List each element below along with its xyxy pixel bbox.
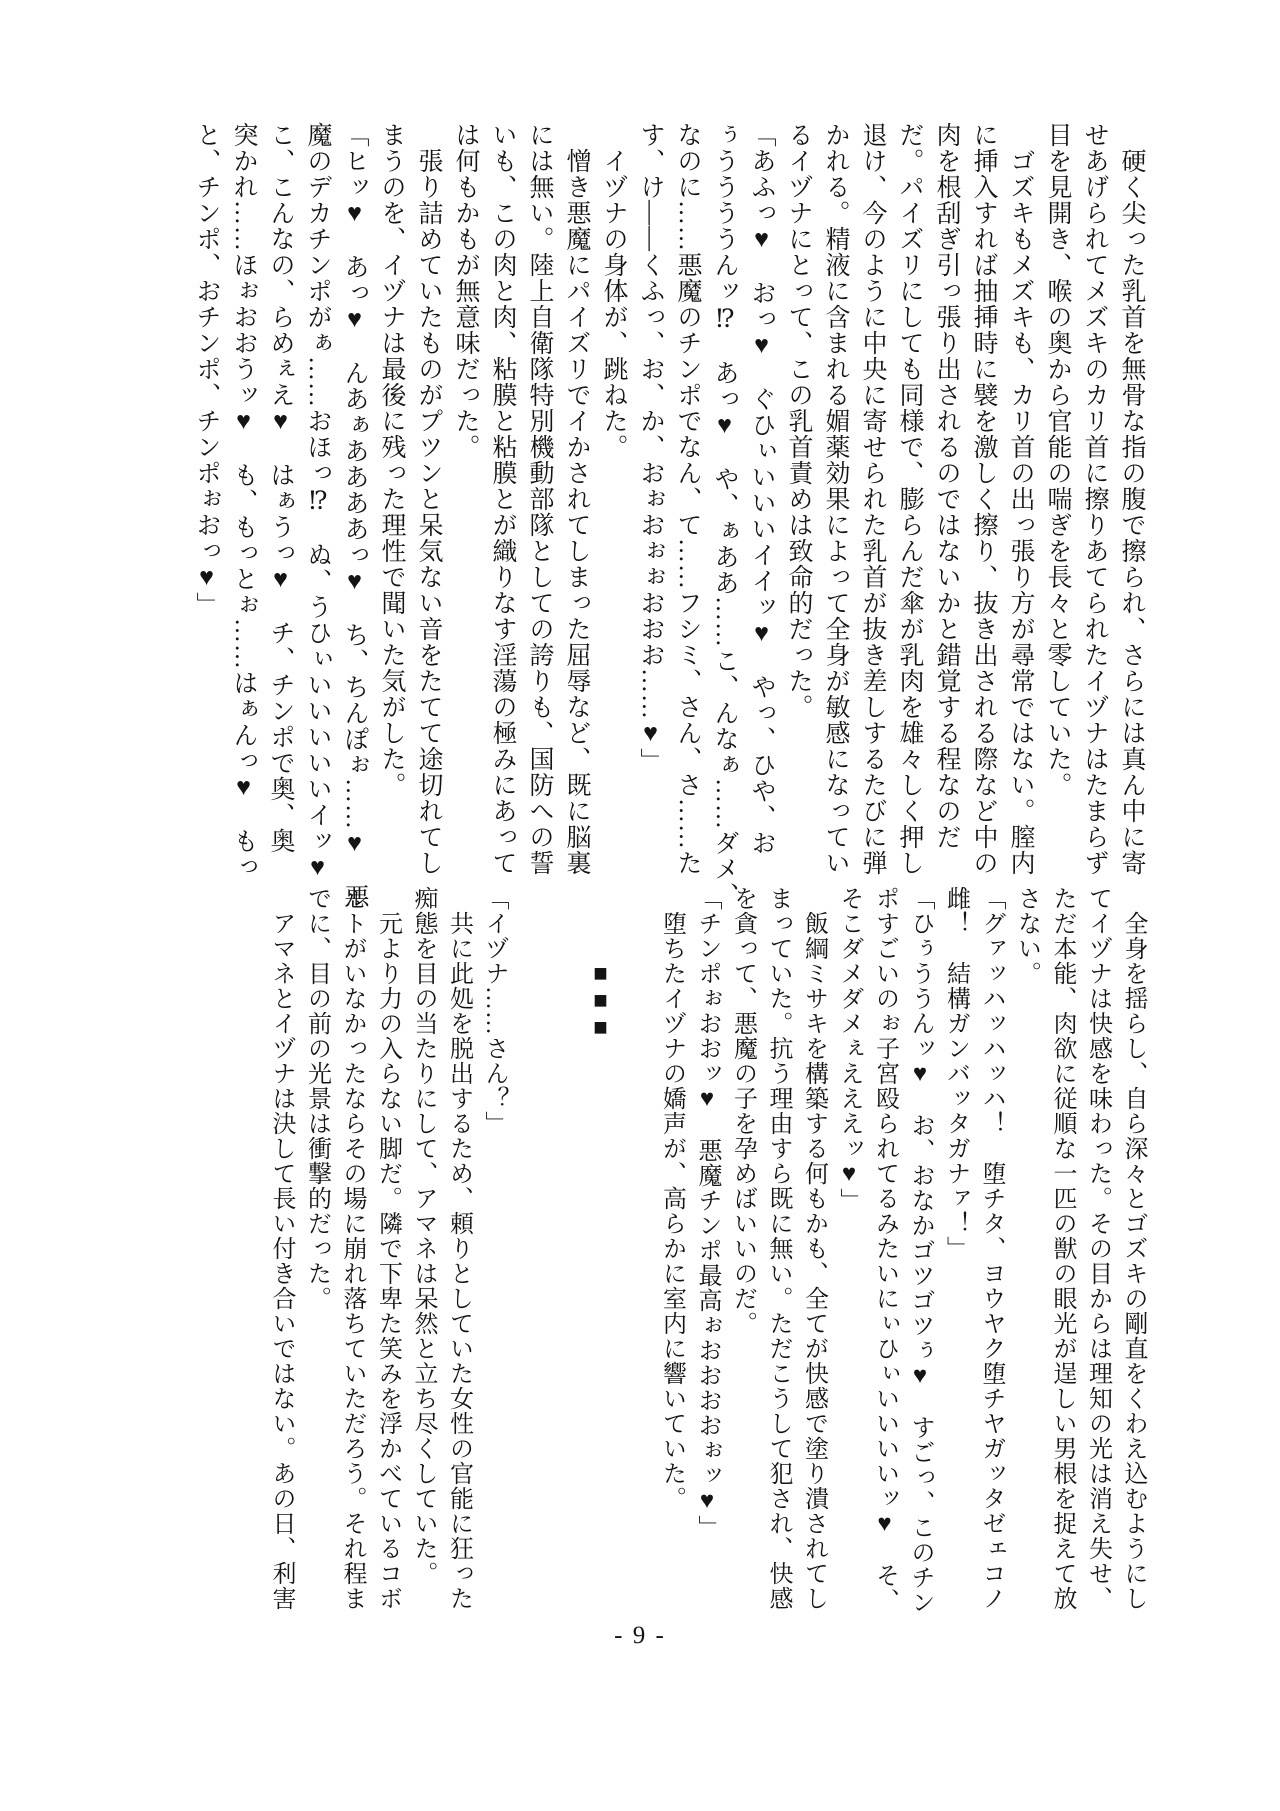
text-line: るイヅナにとって、この乳首責めは致命的だった。 bbox=[785, 122, 812, 720]
text-line: ぅううううんッ⁉ あっ♥ や、ぁああ……こ、んなぁ……ダメ、 bbox=[711, 122, 738, 908]
text-line: 張り詰めていたものがプツンと呆気ない音をたてて途切れてし bbox=[415, 122, 442, 876]
lower-text-block bbox=[263, 886, 1151, 1615]
text-line: 憎き悪魔にパイズリでイかされてしまった屈辱など、既に脳裏 bbox=[563, 122, 590, 876]
text-line: 「ひぅううんッ♥ お、おなかゴツゴツぅ♥ すごっ、このチン bbox=[907, 886, 933, 1615]
text-line: す、け――くふっ、お、か、おぉおぉぉおおお……♥」 bbox=[637, 122, 664, 774]
text-line: に挿入すれば抽挿時に襞を激しく擦り、抜き出される際など中の bbox=[970, 122, 997, 876]
text-line: 「あふっ♥ おっ♥ ぐひぃいいいイイッ♥ やっ、ひや、お bbox=[748, 122, 775, 856]
text-line: ただ本能、肉欲に従順な一匹の獣の眼光が逞しい男根を捉えて放 bbox=[1049, 886, 1075, 1611]
text-line: ゴズキもメズキも、カリ首の出っ張り方が尋常ではない。膣内 bbox=[1007, 122, 1034, 876]
text-line: ポすごいのぉ子宮殴られてるみたいにぃひぃいいいいッ♥ そ、 bbox=[871, 886, 898, 1613]
text-line: でに、目の前の光景は衝撃的だった。 bbox=[303, 886, 330, 1311]
text-line: 元より力の入らない脚だ。隣で下卑た笑みを浮かべているコボ bbox=[374, 886, 401, 1611]
text-line: かれる。精液に含まれる媚薬効果によって全身が敏感になってい bbox=[822, 122, 849, 876]
text-line: 堕ちたイヅナの嬌声が、高らかに室内に響いていた。 bbox=[658, 886, 685, 1511]
text-line: 共に此処を脱出するため、頼りとしていた女性の官能に狂った bbox=[445, 886, 472, 1611]
text-line: 突かれ……ほぉおおうッ♥ も、もっとぉ……はぁんっ♥ もっ bbox=[230, 122, 257, 880]
text-line: そこダメダメぇえええッ♥」 bbox=[836, 886, 862, 1213]
text-line: 「イヅナ……さん？」 bbox=[481, 886, 507, 1136]
text-line: いも、この肉と肉、粘膜と粘膜とが織りなす淫蕩の極みにあって bbox=[489, 122, 516, 876]
text-line: 目を見開き、喉の奥から官能の喘ぎを長々と零していた。 bbox=[1044, 122, 1071, 798]
text-line: 雌！ 結構ガンバッタガナァ！」 bbox=[942, 886, 969, 1261]
text-line bbox=[618, 886, 654, 1591]
text-line: 硬く尖った乳首を無骨な指の腹で擦られ、さらには真ん中に寄 bbox=[1118, 122, 1145, 876]
text-line: を貪って、悪魔の子を孕めばいいのだ。 bbox=[729, 886, 756, 1336]
text-line: こ、こんなの、らめぇえ♥ はぁうっ♥ チ、チンポで奥、奥 bbox=[267, 122, 294, 854]
text-line: は何もかもが無意味だった。 bbox=[452, 122, 479, 460]
text-line: 「チンポぉおおッ♥ 悪魔チンポ最高ぉおおおおぉッ♥」 bbox=[694, 886, 720, 1540]
text-line: 「ヒッ♥ あっ♥ んあぁああああっ♥ ち、ちんぽぉ……♥ 悪 bbox=[341, 122, 368, 910]
text-line: せあげられてメズキのカリ首に擦りあてられたイヅナはたまらず bbox=[1081, 122, 1108, 876]
text-line: 肉を根刮ぎ引っ張り出されるのではないかと錯覚する程なのだ bbox=[933, 122, 960, 850]
page-number: - 9 - bbox=[614, 1622, 666, 1649]
text-line: 全身を揺らし、自ら深々とゴズキの剛直をくわえ込むようにし bbox=[1120, 886, 1146, 1611]
text-line: 魔のデカチンポがぁ……おほっ⁉ ぬ、うひぃいいいいいイッ♥ bbox=[304, 122, 331, 882]
text-line: 退け、今のように中央に寄せられた乳首が抜き差しするたびに弾 bbox=[859, 122, 886, 876]
text-line: 飯綱ミサキを構築する何もかも、全てが快感で塗り潰されてし bbox=[800, 886, 827, 1611]
text-line: には無い。陸上自衛隊特別機動部隊としての誇りも、国防への誓 bbox=[526, 122, 553, 876]
text-line: 痴態を目の当たりにして、アマネは呆然と立ち尽くしていた。 bbox=[410, 886, 436, 1586]
text-line: まっていた。抗う理由すら既に無い。ただこうして犯され、快感 bbox=[765, 886, 791, 1611]
text-line: 「グァッハッハッハ！ 堕チタ、ヨウヤク堕チヤガッタゼェコノ bbox=[978, 886, 1004, 1611]
text-line: まうのを、イヅナは最後に残った理性で聞いた気がした。 bbox=[378, 122, 405, 798]
text-line bbox=[547, 886, 583, 1591]
text-line: てイヅナは快感を味わった。その目からは理知の光は消え失せ、 bbox=[1084, 886, 1111, 1611]
text-line bbox=[511, 886, 547, 1591]
text-line: さない。 bbox=[1013, 886, 1040, 986]
text-line: ルトがいなかったならその場に崩れ落ちていただろう。それ程ま bbox=[339, 886, 365, 1611]
text-line: と、チンポ、おチンポ、チンポぉおっ♥」 bbox=[193, 122, 220, 618]
upper-text-block bbox=[188, 122, 1150, 910]
text-line: ■■■ bbox=[587, 886, 614, 1042]
text-line: イヅナの身体が、跳ねた。 bbox=[600, 122, 627, 460]
text-line: なのに……悪魔のチンポでなん、て……フシミ、さん、さ……た bbox=[674, 122, 701, 876]
text-line: だ。パイズリにしても同様で、膨らんだ傘が乳肉を雄々しく押し bbox=[896, 122, 923, 876]
text-line: アマネとイヅナは決して長い付き合いではない。あの日、利害 bbox=[268, 886, 294, 1611]
